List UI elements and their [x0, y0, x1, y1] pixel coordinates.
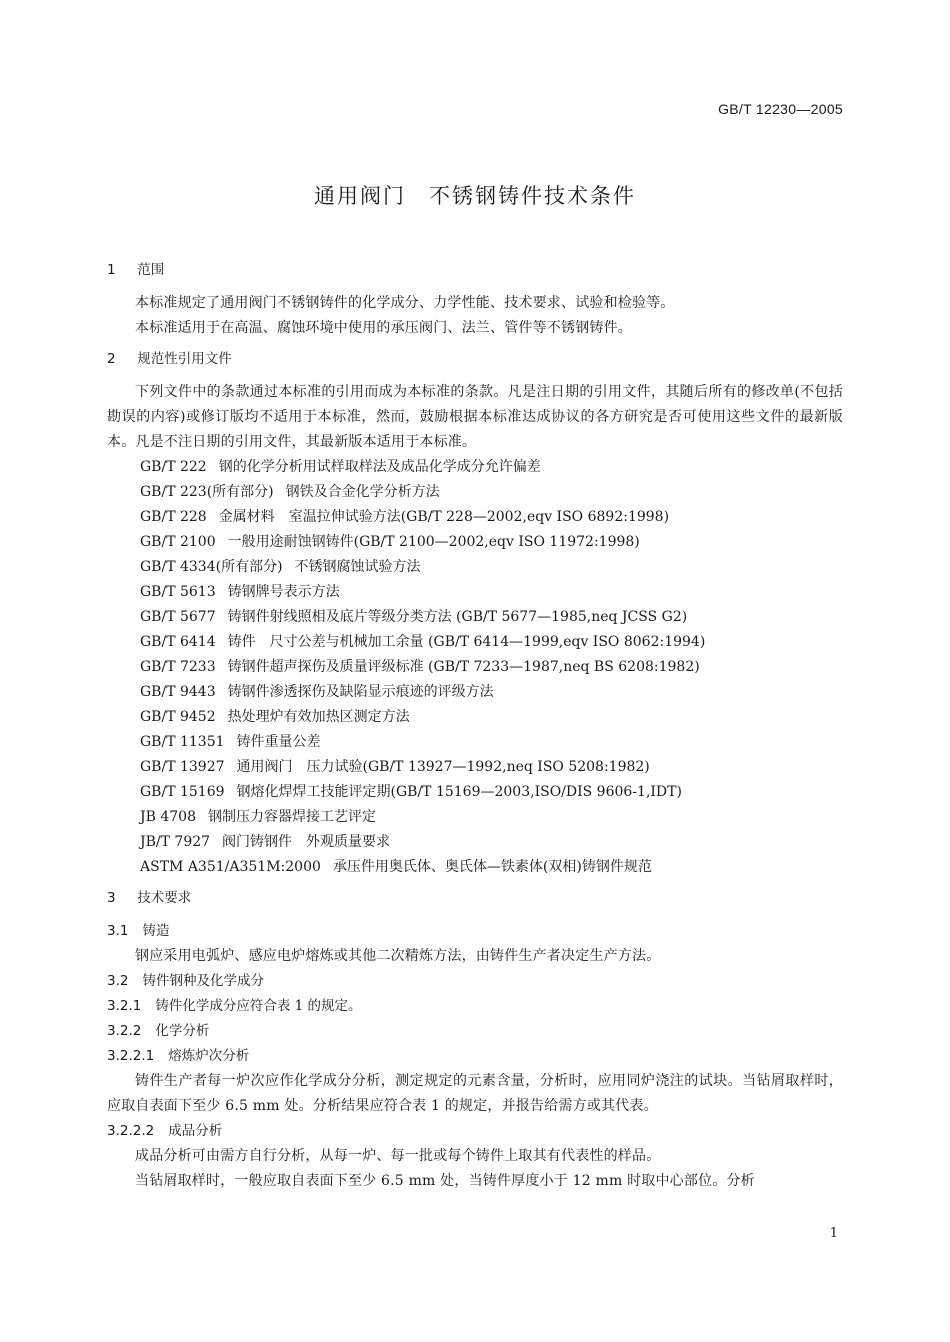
clause-text: 铸件化学成分应符合表 1 的规定。	[155, 998, 362, 1014]
reference-code: GB/T 13927	[140, 759, 225, 775]
clause-title: 化学分析	[155, 1023, 210, 1039]
reference-item	[107, 455, 843, 480]
paragraph: 下列文件中的条款通过本标准的引用而成为本标准的条款。凡是注日期的引用文件，其随后所有的修改单(不包括勘误的内容)或修订版均不适用于本标准，然而，鼓励根据本标准达成协议的各方研究是否可使用这些文件的最新版本。凡是不注日期的引用文件，其最新版本适用于本标准。	[107, 384, 843, 450]
reference-title: 钢的化学分析用试样取样法及成品化学成分允许偏差	[218, 459, 541, 475]
clause-3-2-1	[107, 994, 843, 1019]
reference-item	[107, 530, 843, 555]
reference-code: GB/T 4334(所有部分)	[140, 559, 283, 575]
reference-item	[107, 730, 843, 755]
clause-title: 熔炼炉次分析	[168, 1048, 250, 1064]
reference-item	[107, 580, 843, 605]
paragraph: 铸件生产者每一炉次应作化学成分分析，测定规定的元素含量，分析时，应用同炉浇注的试块。当钻屑取样时，应取自表面下至少 6.5 mm 处。分析结果应符合表 1 的规定，并报告给需方或其代表。	[107, 1073, 843, 1114]
reference-item	[107, 630, 843, 655]
page-number: 1	[829, 1226, 838, 1241]
reference-code: GB/T 9443	[140, 684, 216, 700]
clause-3-2-2-1-heading	[107, 1044, 843, 1069]
reference-code: GB/T 2100	[140, 534, 216, 550]
reference-title: 承压件用奥氏体、奥氏体—铁素体(双相)铸钢件规范	[332, 859, 652, 875]
clause-title: 成品分析	[168, 1123, 223, 1139]
clause-number: 3.2.1	[107, 998, 142, 1014]
clause-number: 3.2.2	[107, 1023, 142, 1039]
reference-item	[107, 680, 843, 705]
document-body	[107, 258, 843, 1194]
reference-item	[107, 830, 843, 855]
reference-code: JB 4708	[140, 809, 196, 825]
section-title: 规范性引用文件	[137, 351, 232, 367]
reference-title: 阀门铸钢件 外观质量要求	[222, 834, 391, 850]
reference-title: 钢铁及合金化学分析方法	[285, 484, 440, 500]
section-number: 3	[107, 890, 116, 906]
reference-code: GB/T 228	[140, 509, 207, 525]
paragraph: 本标准适用于在高温、腐蚀环境中使用的承压阀门、法兰、管件等不锈钢铸件。	[135, 320, 632, 336]
clause-number: 3.2.2.2	[107, 1123, 155, 1139]
reference-title: 铸件重量公差	[236, 734, 321, 750]
reference-title: 铸钢牌号表示方法	[227, 584, 340, 600]
reference-item	[107, 755, 843, 780]
reference-title: 钢熔化焊焊工技能评定期(GB/T 15169—2003,ISO/DIS 9606-1,IDT)	[236, 784, 682, 800]
reference-title: 热处理炉有效加热区测定方法	[227, 709, 410, 725]
reference-title: 通用阀门 压力试验(GB/T 13927—1992,neq ISO 5208:1982)	[236, 759, 650, 775]
reference-list	[107, 455, 843, 880]
reference-title: 铸钢件渗透探伤及缺陷显示痕迹的评级方法	[227, 684, 494, 700]
reference-title: 一般用途耐蚀钢铸件(GB/T 2100—2002,eqv ISO 11972:1998)	[227, 534, 640, 550]
subsection-title: 铸造	[142, 923, 170, 939]
reference-code: JB/T 7927	[140, 834, 211, 850]
paragraph: 钢应采用电弧炉、感应电炉熔炼或其他二次精炼方法，由铸件生产者决定生产方法。	[135, 948, 661, 964]
reference-code: GB/T 222	[140, 459, 207, 475]
reference-title: 铸钢件射线照相及底片等级分类方法 (GB/T 5677—1985,neq JCSS G2)	[227, 609, 688, 625]
subsection-number: 3.2	[107, 973, 129, 989]
section-1-heading	[107, 258, 843, 283]
subsection-3-1-heading	[107, 919, 843, 944]
reference-item	[107, 605, 843, 630]
subsection-title: 铸件钢种及化学成分	[142, 973, 264, 989]
section-2-heading	[107, 347, 843, 372]
clause-3-2-2-heading	[107, 1019, 843, 1044]
reference-item	[107, 705, 843, 730]
reference-title: 钢制压力容器焊接工艺评定	[207, 809, 376, 825]
reference-item	[107, 555, 843, 580]
reference-code: ASTM A351/A351M:2000	[140, 859, 321, 875]
reference-item	[107, 655, 843, 680]
reference-code: GB/T 11351	[140, 734, 225, 750]
reference-title: 铸件 尺寸公差与机械加工余量 (GB/T 6414—1999,eqv ISO 8062:1994)	[227, 634, 706, 650]
paragraph: 成品分析可由需方自行分析，从每一炉、每一批或每个铸件上取其有代表性的样品。	[135, 1148, 661, 1164]
section-number: 1	[107, 262, 116, 278]
reference-code: GB/T 15169	[140, 784, 225, 800]
reference-item	[107, 480, 843, 505]
subsection-3-2-heading	[107, 969, 843, 994]
reference-item	[107, 805, 843, 830]
reference-item	[107, 780, 843, 805]
subsection-number: 3.1	[107, 923, 129, 939]
reference-item	[107, 505, 843, 530]
section-number: 2	[107, 351, 116, 367]
reference-code: GB/T 5677	[140, 609, 216, 625]
document-title: 通用阀门 不锈钢铸件技术条件	[314, 184, 636, 208]
section-3-heading	[107, 886, 843, 911]
paragraph: 本标准规定了通用阀门不锈钢铸件的化学成分、力学性能、技术要求、试验和检验等。	[135, 295, 675, 311]
reference-code: GB/T 7233	[140, 659, 216, 675]
reference-title: 金属材料 室温拉伸试验方法(GB/T 228—2002,eqv ISO 6892:1998)	[218, 509, 670, 525]
clause-number: 3.2.2.1	[107, 1048, 155, 1064]
paragraph: 当钻屑取样时，一般应取自表面下至少 6.5 mm 处，当铸件厚度小于 12 mm 时取中心部位。分析	[135, 1173, 755, 1189]
reference-item	[107, 855, 843, 880]
reference-code: GB/T 9452	[140, 709, 216, 725]
reference-title: 铸钢件超声探伤及质量评级标准 (GB/T 7233—1987,neq BS 6208:1982)	[227, 659, 700, 675]
section-title: 范围	[137, 262, 165, 278]
reference-code: GB/T 5613	[140, 584, 216, 600]
document-code: GB/T 12230—2005	[718, 101, 843, 117]
reference-code: GB/T 6414	[140, 634, 216, 650]
reference-title: 不锈钢腐蚀试验方法	[294, 559, 421, 575]
reference-code: GB/T 223(所有部分)	[140, 484, 274, 500]
clause-3-2-2-2-heading	[107, 1119, 843, 1144]
section-title: 技术要求	[137, 890, 192, 906]
